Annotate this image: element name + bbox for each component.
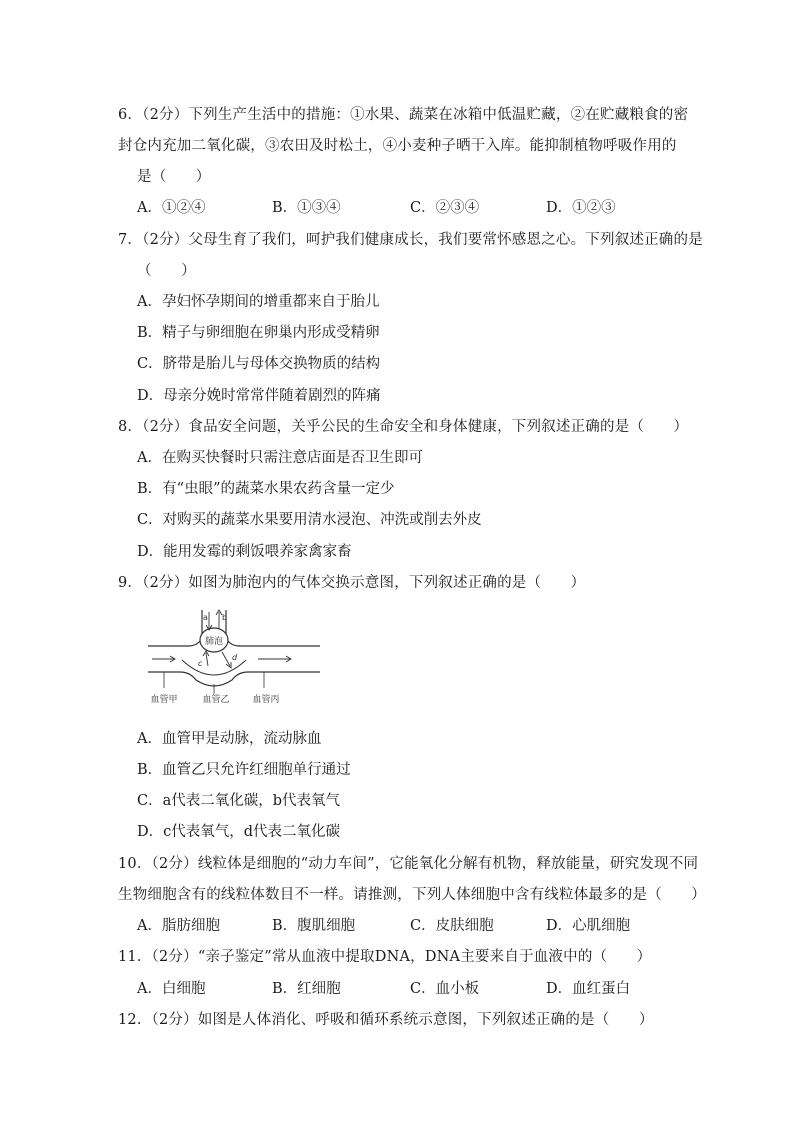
q7-stem-line-2: （ ） [137,263,196,279]
arrow-label-b: b [222,613,228,622]
q7-option-a[interactable]: A．孕妇怀孕期间的增重都来自于胎儿 [137,294,380,310]
q6-stem-line-1: 6．（2分）下列生产生活中的措施：①水果、蔬菜在冰箱中低温贮藏，②在贮藏粮食的密 [118,107,689,123]
q10-option-b[interactable]: B．腹肌细胞 [272,918,356,934]
vessel-upper-wall-left [148,638,202,646]
q6-stem-line-3: 是（ ） [137,169,211,185]
q6-option-a[interactable]: A．①②④ [137,200,206,216]
q9-option-c[interactable]: C．a代表二氧化碳，b代表氧气 [137,793,341,809]
q9-stem-line-1: 9．（2分）如图为肺泡内的气体交换示意图，下列叙述正确的是（ ） [118,575,586,591]
arrow-label-d: d [232,653,238,662]
q11-option-a[interactable]: A．白细胞 [137,981,206,997]
q12-stem-line-1: 12．（2分）如图是人体消化、呼吸和循环系统示意图，下列叙述正确的是（ ） [118,1012,654,1028]
vessel-label-bing: 血管丙 [252,695,280,705]
alveolus-label: 肺泡 [204,637,224,647]
q9-option-d[interactable]: D．c代表氧气，d代表二氧化碳 [137,824,341,840]
q8-option-b[interactable]: B．有“虫眼”的蔬菜水果农药含量一定少 [137,481,395,497]
q10-stem-line-2: 生物细胞含有的线粒体数目不一样。请推测，下列人体细胞中含有线粒体最多的是（ ） [118,887,706,903]
q9-option-b[interactable]: B．血管乙只允许红细胞单行通过 [137,762,351,778]
q7-stem-line-1: 7．（2分）父母生育了我们，呵护我们健康成长，我们要常怀感恩之心。下列叙述正确的是 [118,232,703,248]
q8-option-a[interactable]: A．在购买快餐时只需注意店面是否卫生即可 [137,450,423,466]
q11-stem-line-1: 11．（2分）“亲子鉴定”常从血液中提取DNA，DNA主要来自于血液中的（ ） [118,949,652,965]
arrow-d [222,652,230,666]
q8-stem-line-1: 8．（2分）食品安全问题，关乎公民的生命安全和身体健康，下列叙述正确的是（ ） [118,419,689,435]
vessel-label-yi: 血管乙 [202,695,230,705]
arrow-c [206,653,208,666]
q10-stem-line-1: 10．（2分）线粒体是细胞的“动力车间”，它能氧化分解有机物，释放能量，研究发现不同 [118,856,699,872]
vessel-label-jia: 血管甲 [150,695,178,705]
q6-option-b[interactable]: B．①③④ [272,200,341,216]
vessel-upper-wall-right [226,638,320,646]
q10-option-d[interactable]: D．心肌细胞 [546,918,631,934]
capillary-curve [182,660,246,675]
vessel-lower-wall [148,672,320,686]
q8-option-c[interactable]: C．对购买的蔬菜水果要用清水浸泡、冲洗或削去外皮 [137,512,482,528]
q7-option-d[interactable]: D．母亲分娩时常常伴随着剧烈的阵痛 [137,388,381,404]
q6-option-c[interactable]: C．②③④ [410,200,480,216]
q8-option-d[interactable]: D．能用发霉的剩饭喂养家禽家畜 [137,544,352,560]
arrow-label-c: c [198,659,203,668]
q11-option-c[interactable]: C．血小板 [410,981,480,997]
q10-option-a[interactable]: A．脂肪细胞 [137,918,220,934]
q7-option-b[interactable]: B．精子与卵细胞在卵巢内形成受精卵 [137,325,380,341]
q11-option-d[interactable]: D．血红蛋白 [546,981,631,997]
q6-option-d[interactable]: D．①②③ [546,200,616,216]
q6-stem-line-2: 封仓内充加二氧化碳，③农田及时松土，④小麦种子晒干入库。能抑制植物呼吸作用的 [118,138,677,154]
alveolus-gas-exchange-diagram [140,602,330,710]
q11-option-b[interactable]: B．红细胞 [272,981,341,997]
q9-option-a[interactable]: A．血管甲是动脉，流动脉血 [137,731,322,747]
q10-option-c[interactable]: C．皮肤细胞 [410,918,494,934]
q7-option-c[interactable]: C．脐带是胎儿与母体交换物质的结构 [137,356,381,372]
arrow-label-a: a [203,613,208,622]
